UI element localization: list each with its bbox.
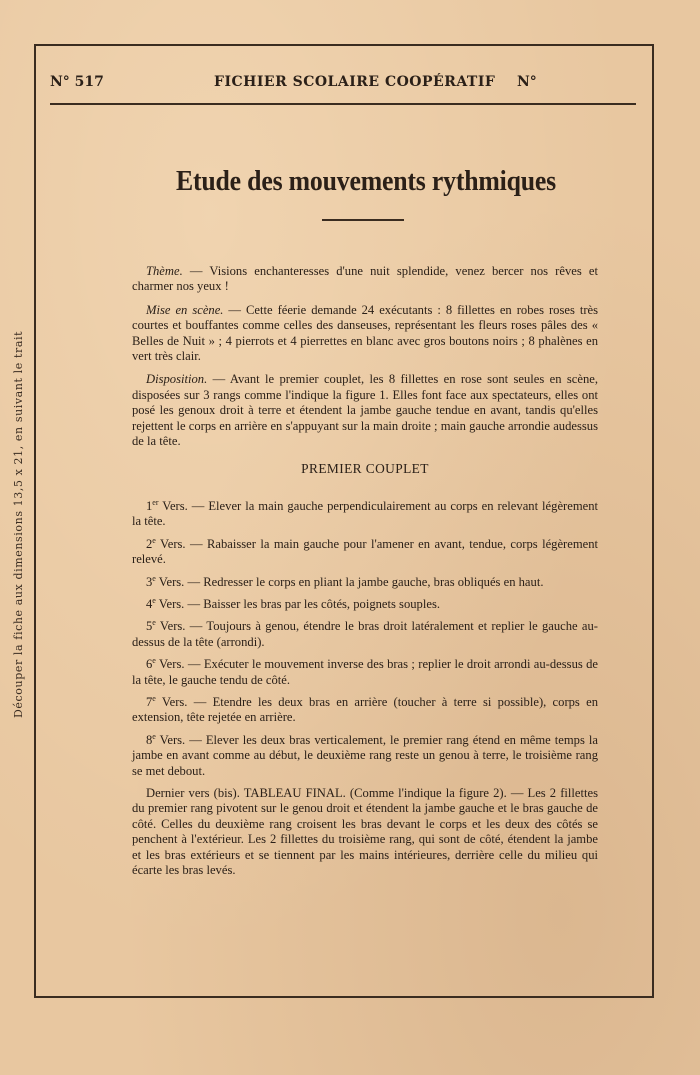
verse-label: Vers. — [155, 574, 185, 589]
verse-number: 4 — [146, 596, 153, 611]
header-divider — [50, 103, 636, 105]
verse-text: — Exécuter le mouvement inverse des bras ; replier le droit arrondi au-dessus de la tête, le gauche tendu de côté. — [132, 657, 599, 687]
verse-ordinal: e — [152, 595, 156, 605]
header-title: FICHIER SCOLAIRE COOPÉRATIF — [214, 74, 496, 90]
intro-paragraph — [132, 303, 598, 365]
verse-text: — Rabaisser la main gauche pour l'amener en avant, tendue, corps légèrement relevé. — [132, 536, 599, 567]
verse-ordinal: er — [152, 497, 159, 507]
verse-ordinal: e — [152, 731, 156, 741]
verse-label: Vers. — [155, 732, 186, 747]
intro-paragraph — [132, 372, 598, 449]
verse-number: 5 — [146, 619, 153, 634]
verse-label: Vers. — [155, 536, 186, 551]
section-heading: PREMIER COUPLET — [301, 461, 429, 477]
verse-label: Vers. — [155, 619, 186, 634]
verse-text: — Baisser les bras par les côtés, poignets souples. — [184, 596, 440, 611]
verse-text: — Elever la main gauche perpendiculairement au corps en relevant légèrement la tête. — [132, 498, 598, 529]
header-number-right: N° — [517, 74, 537, 90]
verse-number: 1 — [146, 498, 153, 513]
intro-paragraph — [132, 264, 598, 295]
paragraph-text: — Cette féerie demande 24 exécutants : 8 fillettes en robes roses très courtes et bouffantes comme celles des danseuses, représentant les fleurs roses pâles des « Belles de Nuit » ; 4 pierrots et 4 pierrettes en blanc avec gros boutons noirs ; 8 phalènes en vert très clair. — [132, 302, 599, 364]
paragraph-text: — Avant le premier couplet, les 8 fillettes en rose sont seules en scène, disposées sur 3 rangs comme l'indique la figure 1. Elles font face aux spectateurs, elles ont posé les genoux droit à terre et étendent la jambe gauche tendue en avant, tandis qu'elles rejettent le corps en arrière en s'appuyant sur la main droite ; main gauche arrondie audessus de la tête. — [132, 372, 598, 449]
verse-label: Vers. — [155, 596, 185, 611]
verse-text: — Toujours à genou, étendre le bras droit latéralement et replier le gauche au-dessus de la tête (arrondi). — [132, 619, 599, 649]
paragraph-lead: Mise en scène. — [146, 302, 224, 317]
card-number: N° 517 — [50, 74, 104, 90]
verse-text: — Etendre les deux bras en arrière (toucher à terre si possible), corps en extension, tête rejetée en arrière. — [132, 694, 598, 725]
verse-number: 7 — [146, 694, 153, 709]
verse-text: — Elever les deux bras verticalement, le premier rang étend en même temps la jambe en avant comme au début, le deuxième rang reste un genou à terre, le troisième rang se met debout. — [132, 732, 599, 778]
verse-paragraph — [132, 597, 598, 612]
paragraph-text: — Visions enchanteresses d'une nuit splendide, venez bercer nos rêves et charmer nos yeux ! — [132, 264, 598, 294]
verse-number: 6 — [146, 657, 153, 672]
verse-paragraph — [132, 657, 598, 688]
verse-ordinal: e — [152, 573, 156, 583]
document-body — [132, 264, 598, 885]
final-tableau-paragraph — [132, 786, 598, 878]
verse-number: 8 — [146, 732, 153, 747]
verse-ordinal: e — [152, 535, 156, 545]
verse-paragraph — [132, 499, 598, 530]
verse-ordinal: e — [152, 693, 156, 703]
verse-number: Dernier vers (bis). — [146, 785, 240, 800]
verse-label: Vers. — [155, 694, 188, 709]
verse-number: 2 — [146, 536, 153, 551]
verse-paragraph — [132, 619, 598, 650]
verse-number: 3 — [146, 574, 153, 589]
paragraph-lead: Thème. — [146, 264, 183, 278]
paragraph-lead: Disposition. — [146, 372, 208, 387]
title-divider — [322, 219, 404, 221]
verse-ordinal: e — [152, 618, 156, 628]
verse-ordinal: e — [152, 655, 156, 665]
verse-paragraph — [132, 733, 598, 779]
verse-text: — Redresser le corps en pliant la jambe gauche, bras obliqués en haut. — [184, 574, 544, 589]
verse-label: Vers. — [158, 498, 188, 513]
verse-paragraph — [132, 695, 598, 726]
verse-paragraph — [132, 537, 598, 568]
cut-instruction: Découper la fiche aux dimensions 13,5 x 21, en suivant le trait — [12, 330, 25, 718]
page-title: Etude des mouvements rythmiques — [175, 166, 556, 197]
verse-paragraph — [132, 575, 598, 590]
verse-text: TABLEAU FINAL. (Comme l'indique la figure 2). — Les 2 fillettes du premier rang pivotent sur le genou droit et étendent la jambe gauche et le bras gauche de côté. Celles du deuxième rang croisent les bras devant le corps et les deux des côtés se penchent à l'extérieur. Les 2 fillettes du troisième rang, qui sont de côté, étendent la jambe et les bras extérieurs et se tiennent par les mains intérieures, derrière celle du milieu qui écarte les bras levés. — [132, 785, 598, 877]
verse-label: Vers. — [155, 657, 185, 672]
